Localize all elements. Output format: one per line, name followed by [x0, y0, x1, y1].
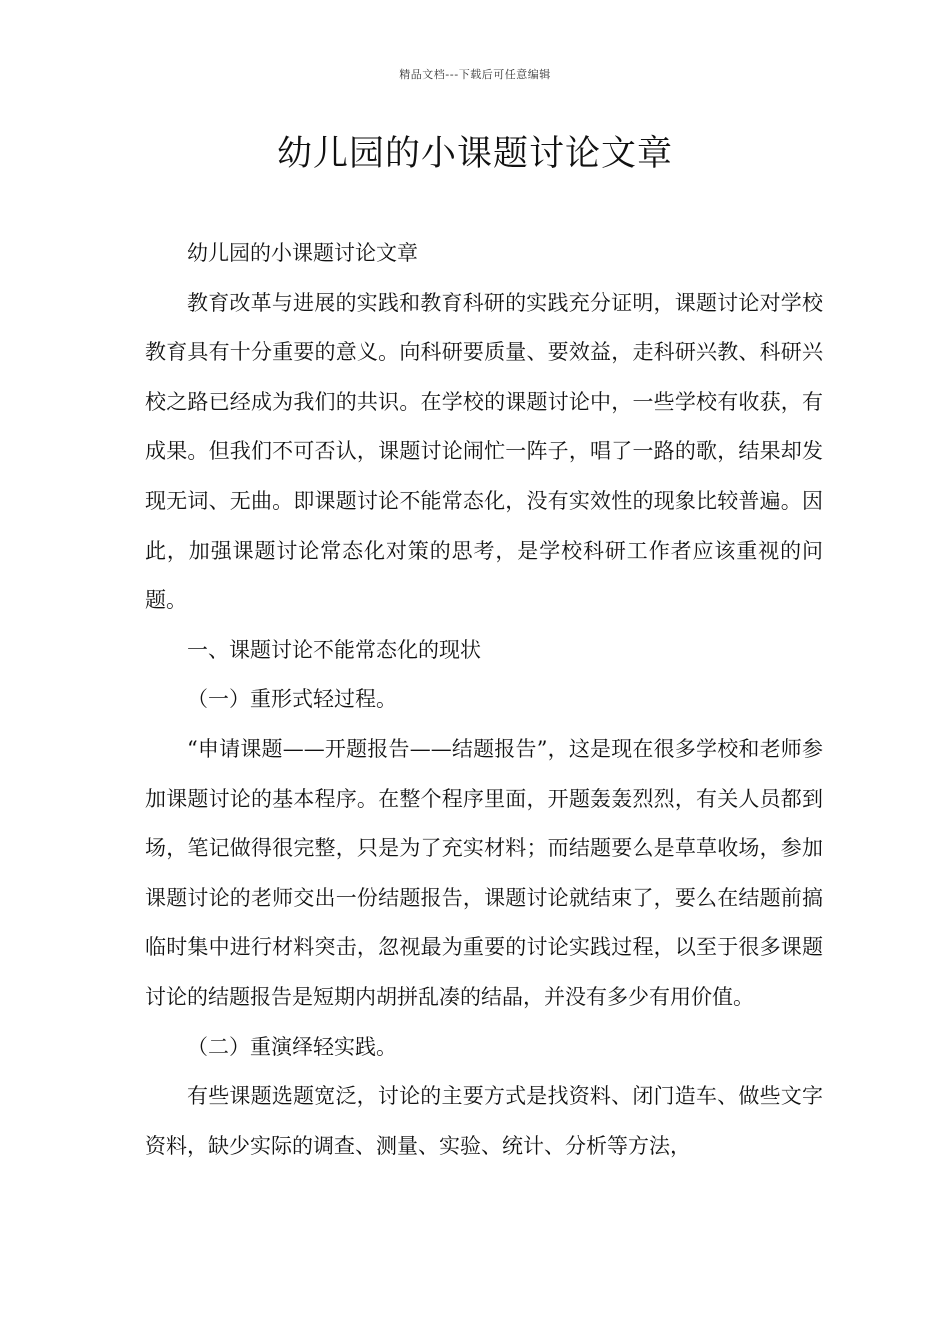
subsection-heading-1: （一）重形式轻过程。 — [187, 687, 397, 712]
paragraph-process: “申请课题——开题报告——结题报告”，这是现在很多学校和老师参加课题讨论的基本程序。在整个程序里面，开题轰轰烈烈，有关人员都到场，笔记做得很完整，只是为了充实材料；而结题要么是草草收场，参加课题讨论的老师交出一份结题报告，课题讨论就结束了，要么在结题前搞临时集中进行材料突击，忽视最为重要的讨论实践过程，以至于很多课题讨论的结题报告是短期内胡拼乱凑的结晶，并没有多少有用价值。 — [145, 736, 823, 1009]
paragraph-subtitle: 幼儿园的小课题讨论文章 — [187, 241, 418, 265]
header-note: 精品文档---下载后可任意编辑 — [399, 68, 551, 81]
document-title: 幼儿园的小课题讨论文章 — [276, 134, 673, 174]
paragraph-intro: 教育改革与进展的实践和教育科研的实践充分证明，课题讨论对学校教育具有十分重要的意义。向科研要质量、要效益，走科研兴教、科研兴校之路已经成为我们的共识。在学校的课题讨论中，一些学校有收获，有成果。但我们不可否认，课题讨论闹忙一阵子，唱了一路的歌，结果却发现无词、无曲。即课题讨论不能常态化，没有实效性的现象比较普遍。因此，加强课题讨论常态化对策的思考，是学校科研工作者应该重视的问题。 — [145, 290, 823, 613]
paragraph-practice: 有些课题选题宽泛，讨论的主要方式是找资料、闭门造车、做些文字资料，缺少实际的调查、测量、实验、统计、分析等方法， — [145, 1084, 823, 1158]
section-heading-1: 一、课题讨论不能常态化的现状 — [187, 637, 481, 662]
document-body — [145, 229, 823, 1171]
subsection-heading-2: （二）重演绎轻实践。 — [187, 1034, 397, 1059]
